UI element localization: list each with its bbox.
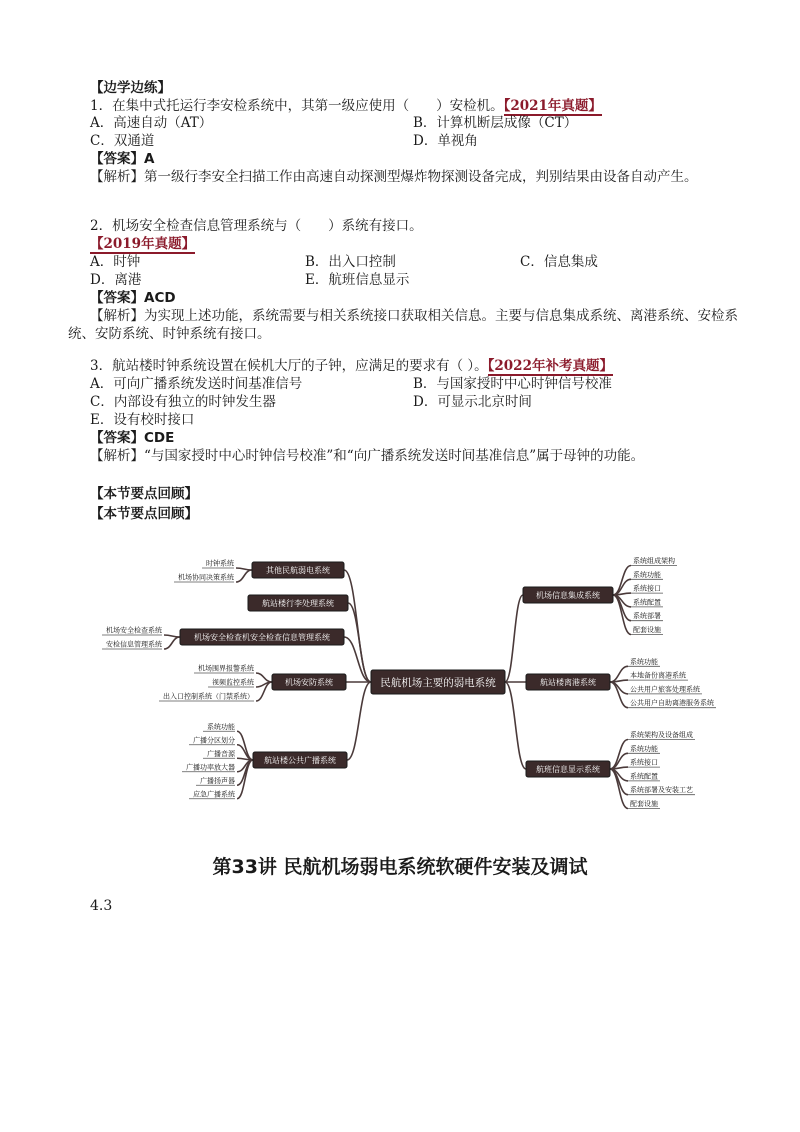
mindmap-leaf-right-2-5: 配套设施 (630, 800, 658, 808)
mindmap-leaf-right-0-4: 系统部署 (633, 612, 661, 621)
q3-analysis: 【解析】“与国家授时中心时钟信号校准”和“向广播系统发送时间基准信息”属于母钟的功能。 (90, 448, 645, 464)
mindmap-node-left-0-label: 其他民航弱电系统 (266, 565, 330, 575)
mindmap-leaf-link-left-0-1 (236, 570, 252, 582)
mindmap-leaf-left-3-1: 视频监控系统 (212, 678, 254, 687)
mindmap-node-right-2 (526, 761, 610, 777)
mindmap-leaf-right-0-2: 系统接口 (633, 584, 661, 593)
question-3-tag: 【2022年补考真题】 (487, 358, 613, 374)
mindmap-leaf-link-right-1-3 (610, 682, 628, 708)
q2-option-d: D．离港 (90, 272, 142, 288)
mindmap-leaf-left-4-1: 广播分区划分 (193, 736, 235, 745)
mindmap-center-node (371, 670, 505, 694)
mindmap-leaf-left-4-3: 广播功率放大器 (186, 763, 235, 772)
question-1 (90, 97, 602, 115)
mindmap-leaf-right-2-3: 系统配置 (630, 772, 658, 781)
mindmap-leaf-left-2-0: 机场安全检查系统 (106, 626, 162, 635)
q2-option-c: C．信息集成 (520, 254, 598, 270)
q3-option-a: A．可向广播系统发送时间基准信号 (90, 376, 303, 392)
mindmap-node-right-1 (526, 674, 610, 690)
q3-option-c: C．内部设有独立的时钟发生器 (90, 394, 276, 410)
q3-option-d: D．可显示北京时间 (413, 394, 532, 410)
section-heading: 【边学边练】 (90, 80, 171, 96)
q1-option-a: A．高速自动（AT） (90, 115, 213, 131)
lecture-title: 第33讲 民航机场弱电系统软硬件安装及调试 (212, 856, 588, 878)
mindmap-leaf-right-1-2: 公共用户旅客处理系统 (630, 685, 700, 694)
mindmap-node-right-1-label: 航站楼离港系统 (540, 677, 596, 687)
mindmap-leaf-left-4-4: 广播扬声器 (200, 776, 235, 785)
mindmap-branch-right-0 (505, 595, 523, 682)
mindmap-leaf-left-2-1: 安检信息管理系统 (106, 640, 162, 649)
q2-analysis: 【解析】为实现上述功能，系统需要与相关系统接口获取相关信息。主要与信息集成系统、离港系统、安检系统、安防系统、时钟系统有接口。 (68, 308, 738, 342)
q3-option-e: E．设有校时接口 (90, 412, 195, 428)
mindmap-branch-left-2 (344, 637, 371, 682)
mindmap-branch-left-4 (347, 682, 371, 760)
question-2-tag-line (90, 235, 195, 253)
q2-option-e: E．航班信息显示 (305, 272, 410, 288)
mindmap-leaf-link-left-3-0 (256, 673, 272, 682)
mindmap-leaf-left-3-2: 出入口控制系统（门禁系统） (163, 692, 254, 701)
mindmap-center-node-label: 民航机场主要的弱电系统 (380, 676, 496, 689)
review-heading-2: 【本节要点回顾】 (90, 506, 198, 522)
mindmap-node-left-2 (180, 629, 344, 645)
q3-option-b: B．与国家授时中心时钟信号校准 (413, 376, 612, 392)
mindmap-leaf-right-0-3: 系统配置 (633, 598, 661, 607)
q2-option-b: B．出入口控制 (305, 254, 396, 270)
q2-answer: 【答案】ACD (90, 290, 176, 306)
review-heading-1: 【本节要点回顾】 (90, 486, 198, 502)
question-2-tag: 【2019年真题】 (90, 236, 196, 252)
mindmap-leaf-right-2-2: 系统接口 (630, 758, 658, 767)
mindmap-node-right-0-label: 机场信息集成系统 (536, 590, 600, 600)
q1-option-b: B．计算机断层成像（CT） (413, 115, 578, 131)
section-number: 4.3 (90, 898, 113, 914)
mindmap-node-left-1 (248, 595, 348, 611)
q3-answer: 【答案】CDE (90, 430, 175, 446)
mindmap-node-left-4-label: 航站楼公共广播系统 (264, 755, 336, 765)
mindmap-node-left-1-label: 航站楼行李处理系统 (262, 598, 334, 608)
mindmap-leaf-right-1-3: 公共用户自助离港服务系统 (630, 699, 714, 708)
mindmap-leaf-right-1-1: 本地备份离港系统 (630, 671, 686, 680)
mindmap-leaf-left-4-2: 广播音源 (207, 749, 235, 758)
mindmap-leaf-left-4-5: 应急广播系统 (193, 790, 235, 799)
mindmap-node-left-3-label: 机场安防系统 (285, 677, 333, 687)
mindmap-leaf-link-left-2-1 (164, 637, 180, 649)
mindmap-node-right-2-label: 航班信息显示系统 (536, 764, 600, 774)
mindmap-branch-right-2 (505, 682, 526, 769)
mindmap-leaf-right-2-0: 系统架构及设备组成 (630, 731, 693, 739)
question-3-text: 3．航站楼时钟系统设置在候机大厅的子钟，应满足的要求有（ ）。 (90, 358, 488, 374)
mindmap-leaf-right-0-5: 配套设施 (633, 626, 661, 634)
question-3 (90, 357, 613, 375)
mindmap-node-right-0 (523, 587, 613, 603)
mindmap-node-left-4 (253, 752, 347, 768)
q1-option-c: C．双通道 (90, 133, 155, 149)
q1-answer: 【答案】A (90, 151, 155, 167)
mindmap-node-left-0 (252, 562, 344, 578)
mindmap-leaf-right-0-0: 系统组成架构 (633, 557, 675, 565)
q1-analysis: 【解析】第一级行李安全扫描工作由高速自动探测型爆炸物探测设备完成，判别结果由设备自动产生。 (90, 169, 698, 185)
mindmap-leaf-left-0-1: 机场协同决策系统 (178, 573, 234, 582)
mindmap-leaf-right-0-1: 系统功能 (633, 570, 661, 579)
question-1-tag: 【2021年真题】 (503, 98, 602, 114)
mindmap-diagram (0, 540, 800, 840)
mindmap-leaf-right-2-4: 系统部署及安装工艺 (630, 786, 693, 795)
mindmap-leaf-left-0-0: 时钟系统 (206, 559, 234, 568)
question-2-text: 2．机场安全检查信息管理系统与（ ）系统有接口。 (90, 218, 423, 234)
q1-option-d: D．单视角 (413, 133, 478, 149)
q2-option-a: A．时钟 (90, 254, 141, 270)
mindmap-leaf-right-2-1: 系统功能 (630, 744, 658, 753)
mindmap-node-left-3 (272, 674, 346, 690)
mindmap-node-left-2-label: 机场安全检查机安全检查信息管理系统 (194, 632, 330, 642)
mindmap-leaf-left-4-0: 系统功能 (207, 722, 235, 731)
mindmap-leaf-right-1-0: 系统功能 (630, 657, 658, 666)
mindmap-leaf-left-3-0: 机场围界报警系统 (198, 664, 254, 673)
question-1-text: 1．在集中式托运行李安检系统中，其第一级应使用（ ）安检机。 (90, 98, 504, 114)
